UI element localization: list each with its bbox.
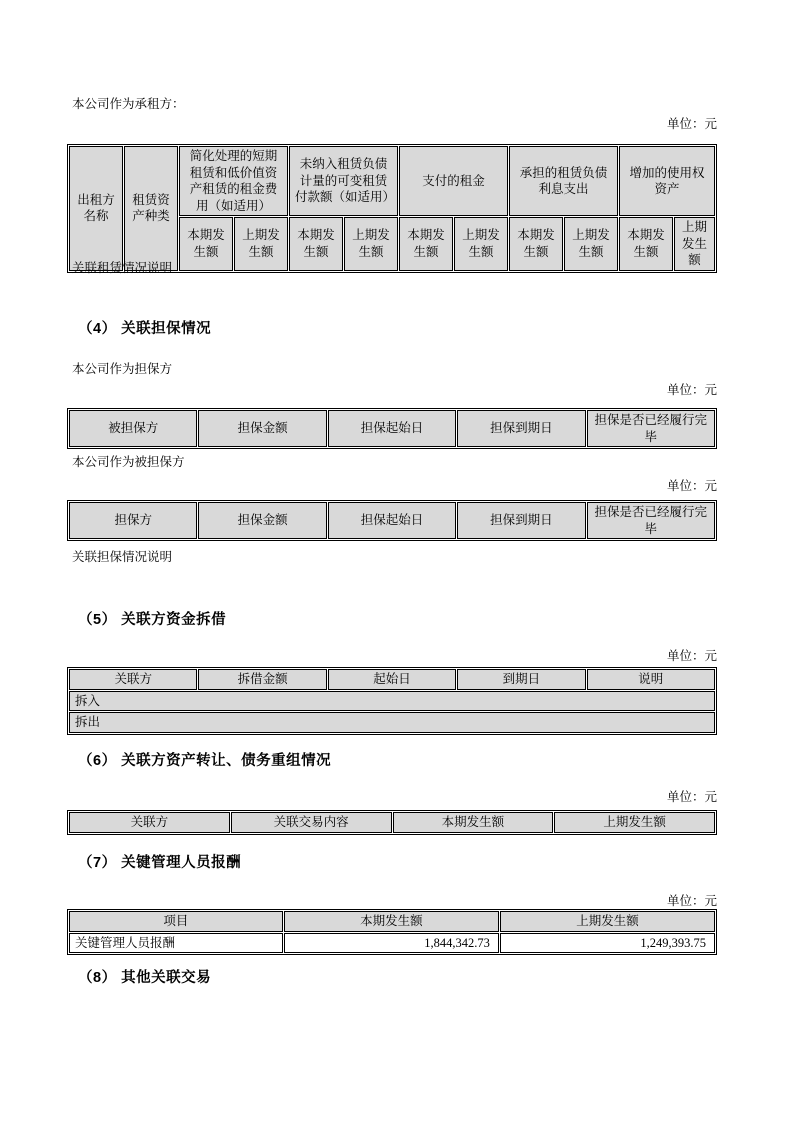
guarantee-header-row <box>69 502 715 539</box>
lease-sub-cell: 本期发生额 <box>399 217 453 271</box>
borrow-in-row <box>69 691 715 712</box>
fund-borrowing-table <box>67 667 717 735</box>
compensation-col-item: 项目 <box>69 911 283 932</box>
guarantee-col-start-date: 担保起始日 <box>328 502 456 539</box>
lease-group-rent-paid: 支付的租金 <box>399 146 508 216</box>
guarantee-col-guarantor: 担保方 <box>69 502 197 539</box>
lease-group-interest: 承担的租赁负债利息支出 <box>509 146 618 216</box>
transfer-col-prior: 上期发生额 <box>554 812 715 833</box>
unit-label: 单位：元 <box>666 790 717 804</box>
unit-label: 单位：元 <box>666 649 717 663</box>
guarantee-note-text: 关联担保情况说明 <box>72 550 173 564</box>
borrow-col-note: 说明 <box>587 669 715 690</box>
guarantee-as-guarantor-table <box>67 408 717 449</box>
section-4-title: （4） 关联担保情况 <box>78 321 212 337</box>
unit-label: 单位：元 <box>666 894 717 908</box>
guarantee-col-amount: 担保金额 <box>198 410 326 447</box>
borrow-out-cell: 拆出 <box>69 712 715 733</box>
borrow-col-related-party: 关联方 <box>69 669 197 690</box>
compensation-data-row <box>69 933 715 954</box>
compensation-col-prior: 上期发生额 <box>500 911 715 932</box>
guarantee-col-fulfilled: 担保是否已经履行完毕 <box>587 502 715 539</box>
guarantee-col-fulfilled: 担保是否已经履行完毕 <box>587 410 715 447</box>
compensation-item-cell: 关键管理人员报酬 <box>69 933 283 954</box>
asset-transfer-table <box>67 810 717 835</box>
guarantee-col-end-date: 担保到期日 <box>457 410 585 447</box>
guarantee-col-end-date: 担保到期日 <box>457 502 585 539</box>
lease-sub-cell: 本期发生额 <box>179 217 233 271</box>
unit-label: 单位：元 <box>666 479 717 493</box>
guarantor-intro-text: 本公司作为担保方 <box>72 362 173 376</box>
borrow-col-end-date: 到期日 <box>457 669 585 690</box>
key-management-compensation-table <box>67 909 717 955</box>
guaranteed-intro-text: 本公司作为被担保方 <box>72 455 185 469</box>
lease-note-text: 关联租赁情况说明 <box>72 261 173 275</box>
lease-sub-cell: 本期发生额 <box>619 217 673 271</box>
lease-sub-cell: 上期发生额 <box>234 217 288 271</box>
borrow-col-amount: 拆借金额 <box>198 669 326 690</box>
borrow-in-cell: 拆入 <box>69 691 715 712</box>
guarantee-col-amount: 担保金额 <box>198 502 326 539</box>
lease-sub-cell: 上期发生额 <box>564 217 618 271</box>
lease-sub-cell: 上期发生额 <box>454 217 508 271</box>
compensation-header-row <box>69 911 715 932</box>
compensation-col-current: 本期发生额 <box>284 911 499 932</box>
borrow-out-row <box>69 712 715 733</box>
lessee-intro-text: 本公司作为承租方： <box>72 97 185 111</box>
guarantee-as-guaranteed-table <box>67 500 717 541</box>
lease-sub-cell: 本期发生额 <box>289 217 343 271</box>
compensation-current-value: 1,844,342.73 <box>284 933 499 954</box>
transfer-header-row <box>69 812 715 833</box>
lease-sub-cell: 上期发生额 <box>344 217 398 271</box>
unit-label: 单位：元 <box>666 383 717 397</box>
transfer-col-current: 本期发生额 <box>393 812 554 833</box>
lease-sub-cell: 本期发生额 <box>509 217 563 271</box>
lease-header-group-row <box>69 146 715 216</box>
borrow-header-row <box>69 669 715 690</box>
section-6-title: （6） 关联方资产转让、债务重组情况 <box>78 753 332 769</box>
lease-col-lessor: 出租方名称 <box>69 146 123 271</box>
lease-group-rou-asset: 增加的使用权资产 <box>619 146 715 216</box>
guarantee-header-row <box>69 410 715 447</box>
compensation-prior-value: 1,249,393.75 <box>500 933 715 954</box>
lease-sub-cell: 上期发生额 <box>674 217 715 271</box>
section-8-title: （8） 其他关联交易 <box>78 970 212 986</box>
transfer-col-content: 关联交易内容 <box>231 812 392 833</box>
guarantee-col-start-date: 担保起始日 <box>328 410 456 447</box>
unit-label: 单位：元 <box>666 117 717 131</box>
related-lease-table <box>67 144 717 273</box>
section-7-title: （7） 关键管理人员报酬 <box>78 855 242 871</box>
lease-group-variable: 未纳入租赁负债计量的可变租赁付款额（如适用） <box>289 146 398 216</box>
transfer-col-related-party: 关联方 <box>69 812 230 833</box>
lease-col-asset-type: 租赁资产种类 <box>124 146 178 271</box>
borrow-col-start-date: 起始日 <box>328 669 456 690</box>
lease-group-shortterm: 简化处理的短期租赁和低价值资产租赁的租金费用（如适用） <box>179 146 288 216</box>
guarantee-col-guaranteed-party: 被担保方 <box>69 410 197 447</box>
section-5-title: （5） 关联方资金拆借 <box>78 612 227 628</box>
